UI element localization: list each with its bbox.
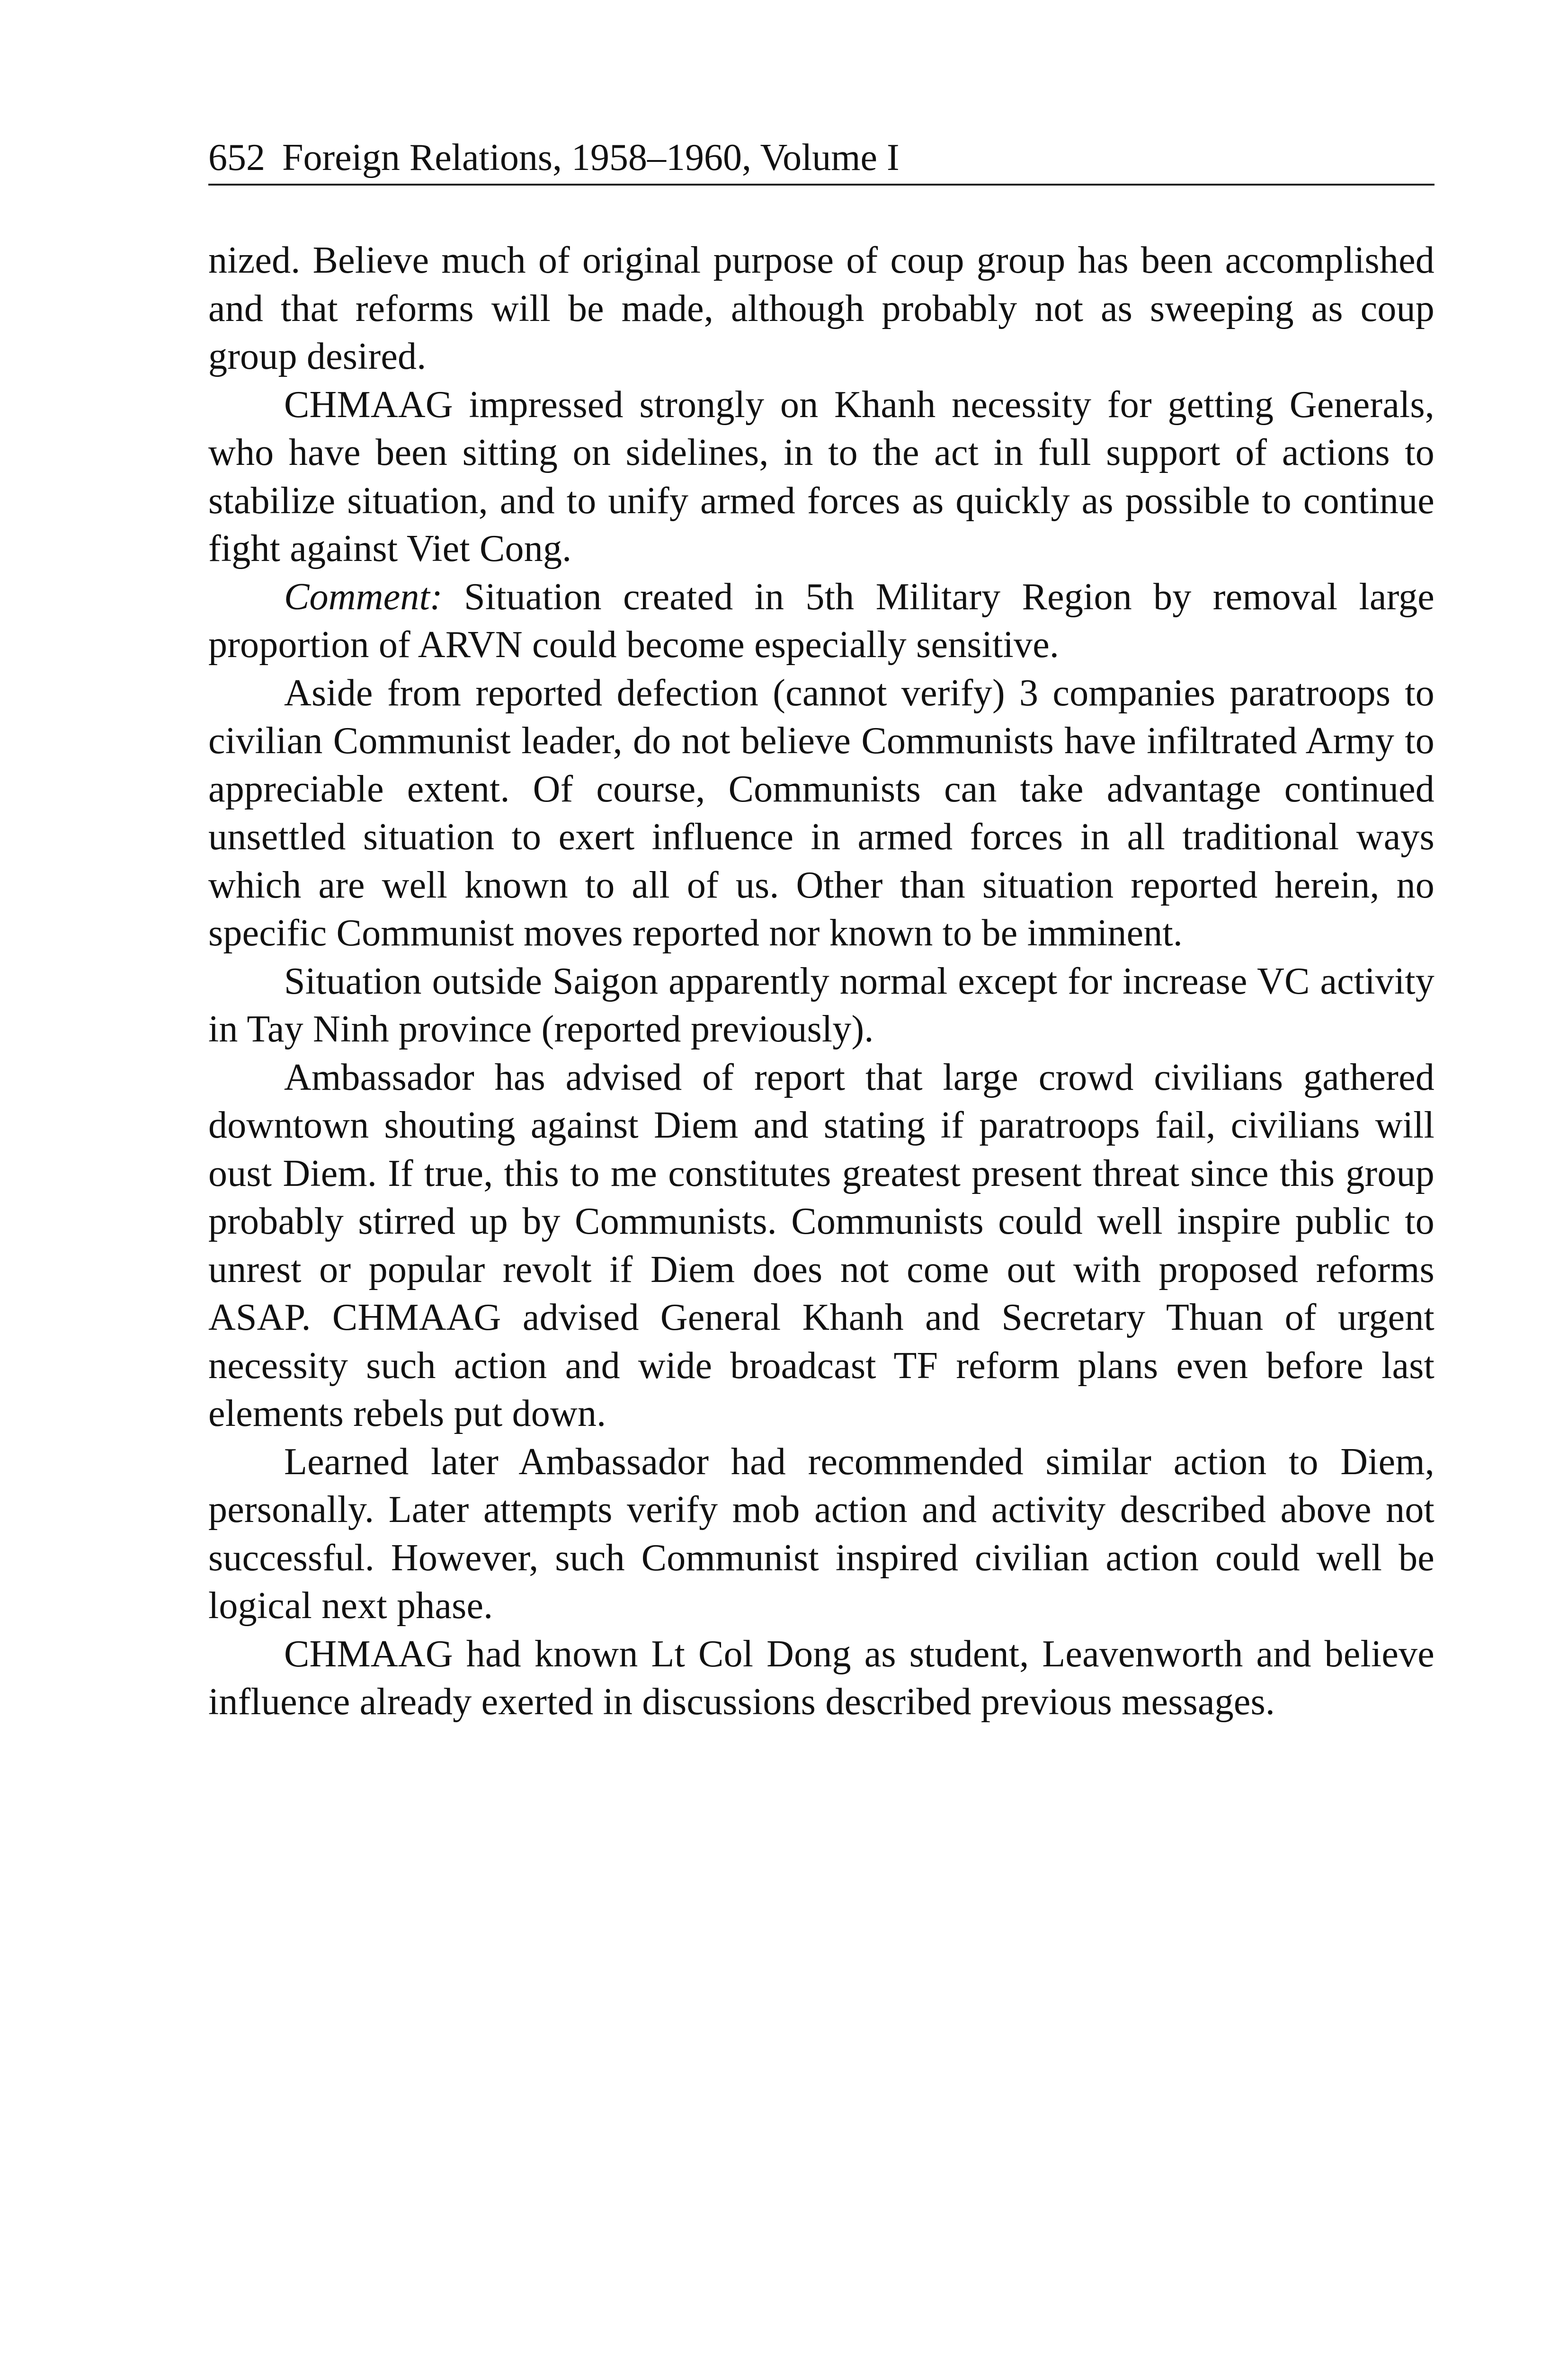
paragraph-defection: Aside from reported defection (cannot verify) 3 companies paratroops to civilian Communist leader, do not believe Communists have infiltrated Army to appreciable extent. Of course, Communists can take advantage continued unsettled situation to exert influence in armed forces in all traditional ways which are well known to all of us. Other than situation reported herein, no specific Communist moves reported nor known to be imminent. — [208, 672, 1434, 954]
paragraph-outside-saigon: Situation outside Saigon apparently normal except for increase VC activity in Tay Ninh province (reported previously). — [208, 960, 1434, 1050]
comment-lead: Comment: — [284, 576, 443, 618]
body-text — [208, 237, 1434, 1726]
paragraph-ambassador-advised: Ambassador has advised of report that large crowd civilians gathered downtown shouting against Diem and stating if paratroops fail, civilians will oust Diem. If true, this to me constitutes greatest present threat since this group probably stirred up by Communists. Communists could well inspire public to unrest or popular revolt if Diem does not come out with proposed reforms ASAP. CHMAAG advised General Khanh and Secretary Thuan of urgent necessity such action and wide broadcast TF reform plans even before last elements rebels put down. — [208, 1056, 1434, 1434]
paragraph-chmaag-impressed: CHMAAG impressed strongly on Khanh necessity for getting Generals, who have been sitting on sidelines, in to the act in full support of actions to stabilize situation, and to unify armed forces as quickly as possible to continue fight against Viet Cong. — [208, 383, 1434, 570]
paragraph-continuation: nized. Believe much of original purpose of coup group has been accomplished and that reforms will be made, although probably not as sweeping as coup group desired. — [208, 240, 1434, 377]
paragraph-learned-later: Learned later Ambassador had recommended similar action to Diem, personally. Later attempts verify mob action and activity described above not successful. However, such Communist inspired civilian action could well be logical next phase. — [208, 1441, 1434, 1627]
page-number: 652 — [208, 137, 265, 178]
running-title: Foreign Relations, 1958–1960, Volume I — [282, 137, 900, 178]
paragraph-comment: Comment: Situation created in 5th Military Region by removal large proportion of ARVN could become especially sensitive. — [208, 576, 1434, 666]
running-head — [208, 132, 1434, 186]
paragraph-col-dong: CHMAAG had known Lt Col Dong as student, Leavenworth and believe influence already exerted in discussions described previous messages. — [208, 1633, 1434, 1723]
document-page — [208, 0, 1434, 2367]
